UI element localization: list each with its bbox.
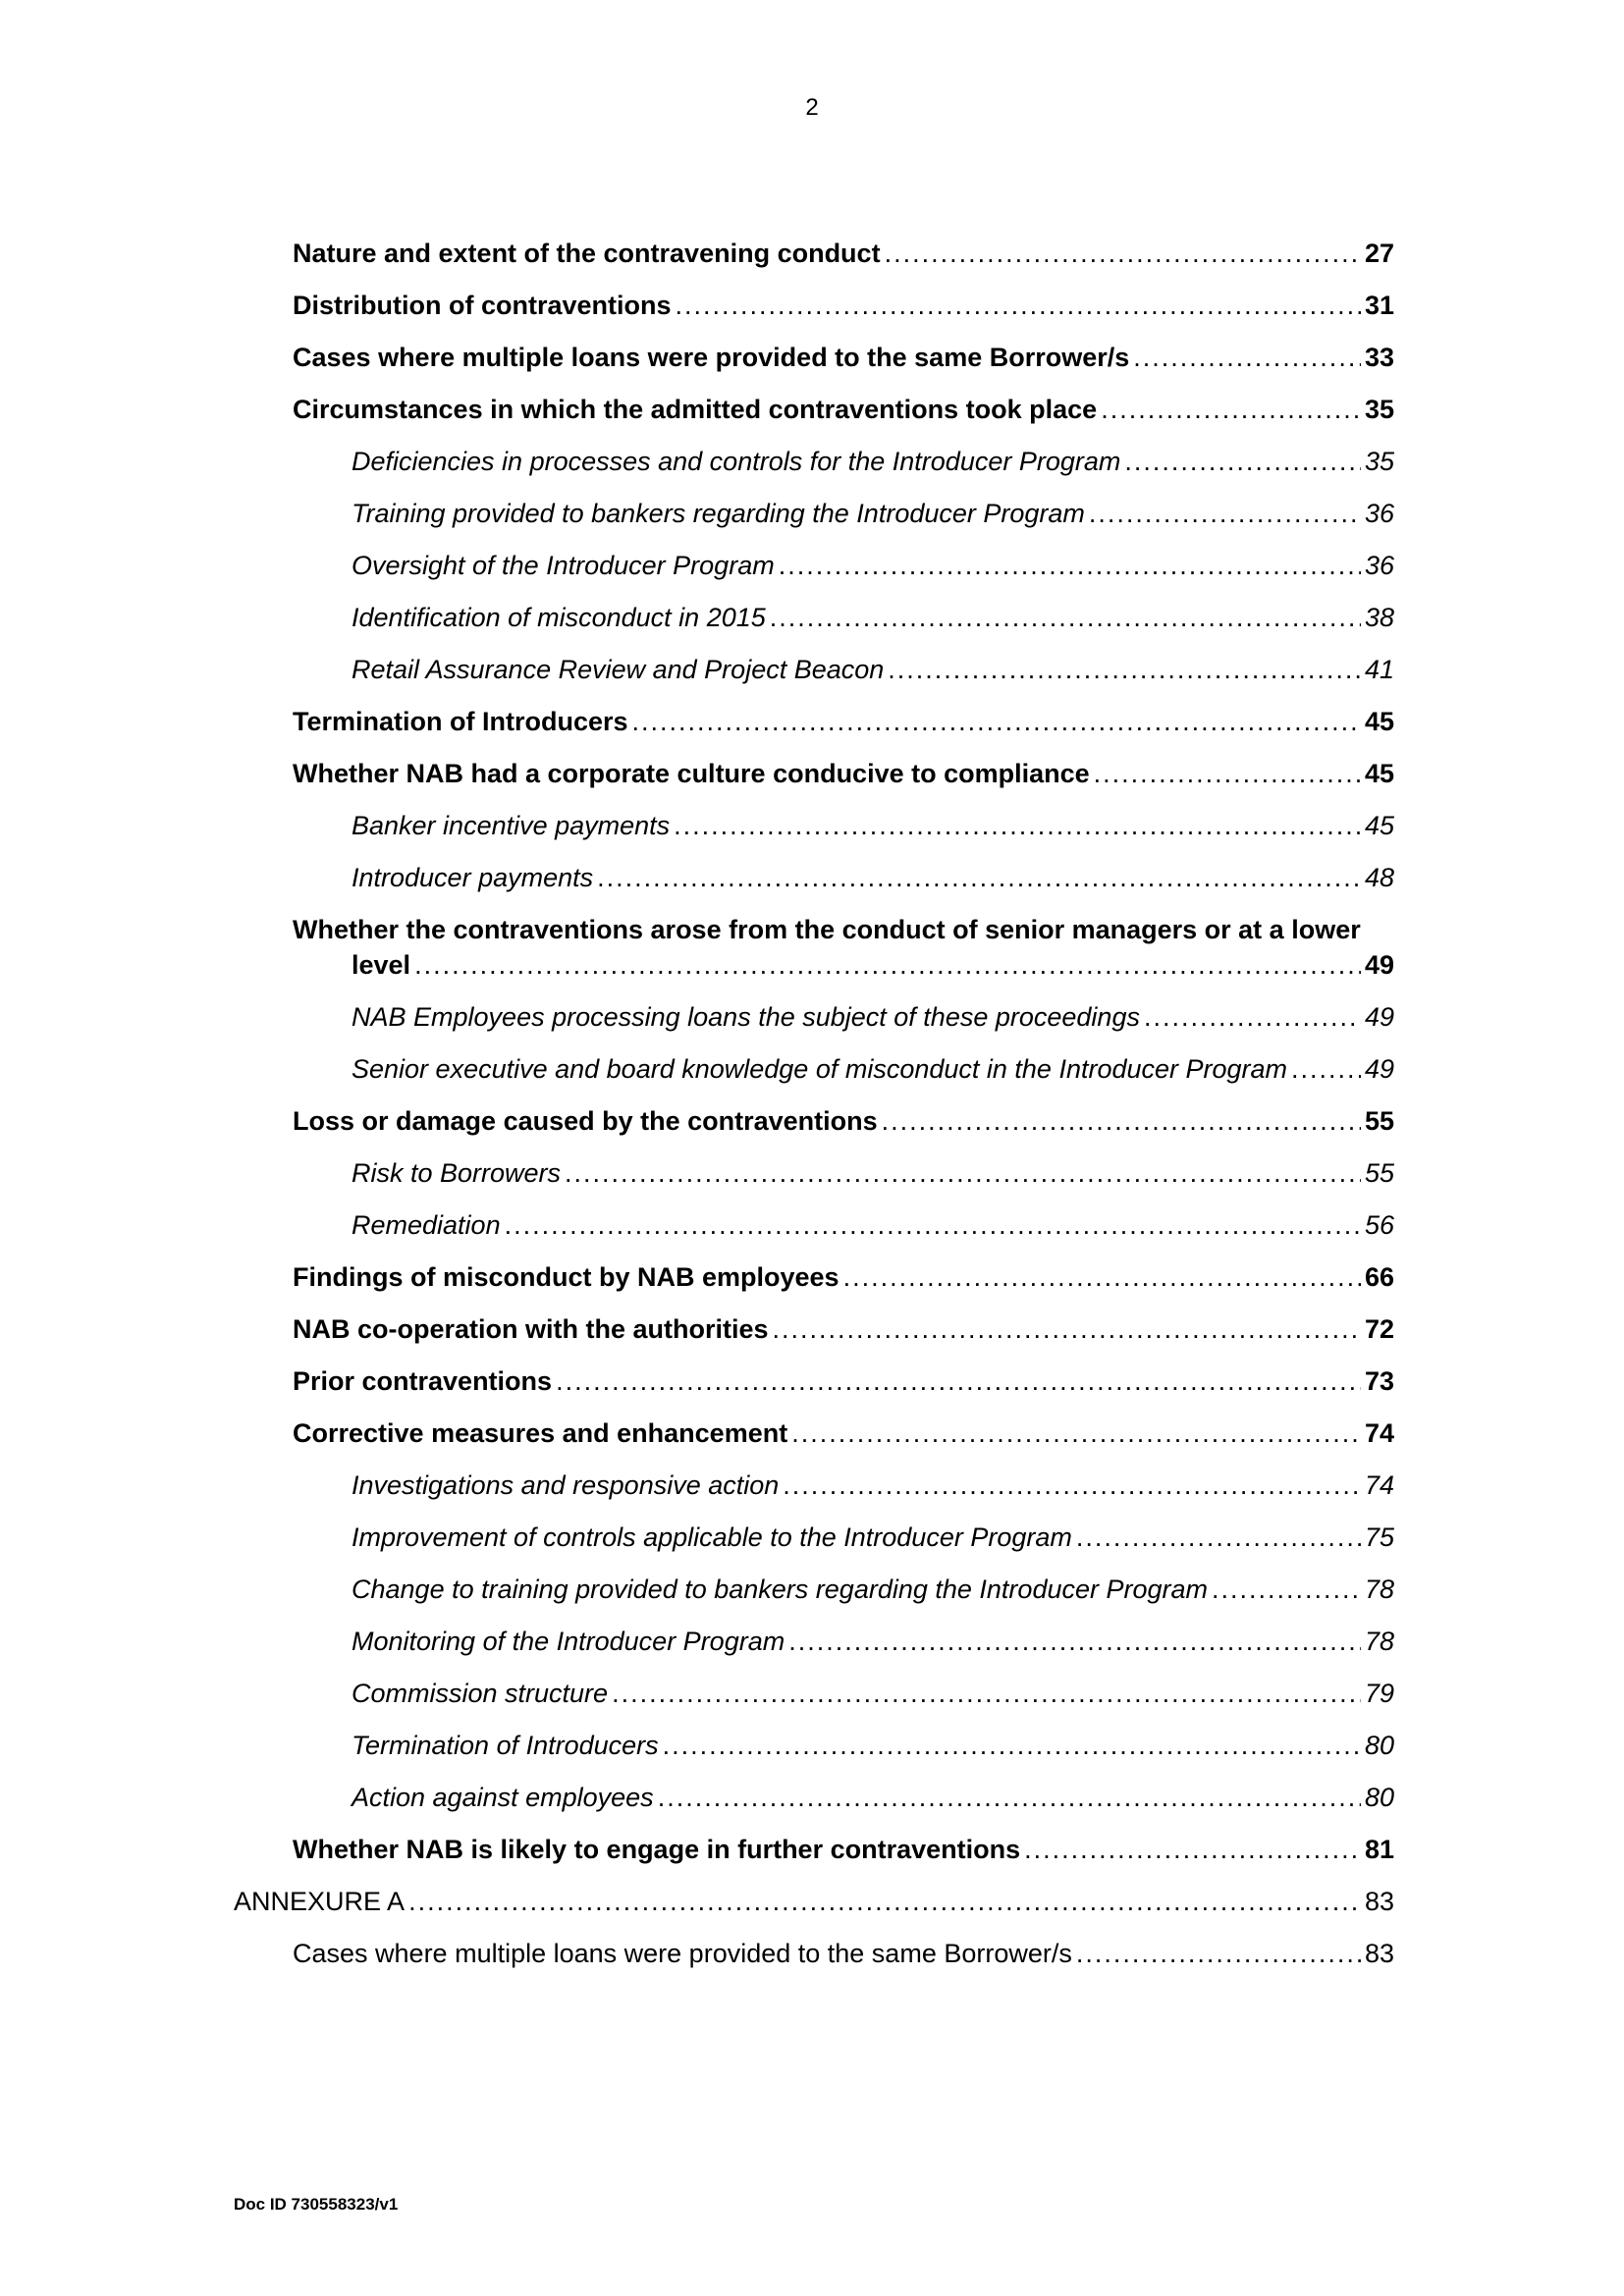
toc-page-number: 55 [1365, 1158, 1395, 1188]
table-of-contents [0, 236, 1624, 1988]
toc-entry[interactable] [0, 392, 1624, 427]
toc-dot-leader [773, 1311, 1361, 1347]
toc-dot-leader [632, 704, 1361, 739]
toc-page-number: 73 [1365, 1366, 1395, 1396]
toc-page-number: 83 [1365, 1887, 1395, 1916]
toc-entry-title: Training provided to bankers regarding the Introducer Program [352, 499, 1085, 528]
toc-page-number: 80 [1365, 1731, 1395, 1760]
toc-entry-title: Findings of misconduct by NAB employees [293, 1262, 839, 1292]
toc-entry[interactable] [0, 1832, 1624, 1867]
toc-subentry[interactable] [0, 1155, 1624, 1191]
toc-entry-title: Cases where multiple loans were provided to the same Borrower/s [293, 1939, 1072, 1968]
toc-entry-title: Commission structure [352, 1679, 609, 1708]
toc-entry-title: Nature and extent of the contravening conduct [293, 239, 881, 268]
toc-subentry[interactable] [0, 652, 1624, 687]
toc-dot-leader [556, 1363, 1361, 1399]
toc-page-number: 45 [1365, 707, 1395, 736]
toc-dot-leader [414, 947, 1361, 983]
toc-entry-title: Corrective measures and enhancement [293, 1418, 788, 1448]
toc-dot-leader [612, 1676, 1361, 1711]
toc-entry-wrapped[interactable] [0, 912, 1624, 983]
toc-page-number: 66 [1365, 1262, 1395, 1292]
toc-dot-leader [791, 1415, 1361, 1451]
toc-page-number: 83 [1365, 1939, 1395, 1968]
toc-entry[interactable] [0, 1936, 1624, 1971]
toc-page-number: 80 [1365, 1783, 1395, 1812]
toc-page-number: 33 [1365, 343, 1395, 372]
toc-subentry[interactable] [0, 1051, 1624, 1087]
toc-page-number: 38 [1365, 603, 1395, 632]
toc-entry-title: Oversight of the Introducer Program [352, 551, 775, 580]
toc-subentry[interactable] [0, 1624, 1624, 1659]
toc-dot-leader [1089, 496, 1361, 531]
toc-entry[interactable] [0, 704, 1624, 739]
toc-dot-leader [505, 1207, 1361, 1243]
toc-page-number: 74 [1365, 1418, 1395, 1448]
toc-entry-title: Change to training provided to bankers regarding the Introducer Program [352, 1575, 1209, 1604]
toc-dot-leader [408, 1884, 1361, 1919]
toc-entry[interactable] [0, 236, 1624, 271]
toc-subentry[interactable] [0, 548, 1624, 583]
toc-dot-leader [674, 808, 1361, 843]
toc-entry-title: Circumstances in which the admitted contraventions took place [293, 395, 1098, 424]
toc-subentry[interactable] [0, 999, 1624, 1035]
toc-entry-title: ANNEXURE A [234, 1887, 406, 1916]
toc-dot-leader [1133, 340, 1361, 375]
toc-entry-title: Prior contraventions [293, 1366, 553, 1396]
toc-entry[interactable] [0, 1259, 1624, 1295]
toc-entry-title: Risk to Borrowers [352, 1158, 562, 1188]
toc-subentry[interactable] [0, 1780, 1624, 1815]
toc-entry-title: Distribution of contraventions [293, 291, 672, 320]
toc-page-number: 36 [1365, 499, 1395, 528]
toc-page-number: 27 [1365, 239, 1395, 268]
page-number: 2 [805, 94, 819, 121]
toc-dot-leader [843, 1259, 1361, 1295]
toc-entry[interactable] [0, 1311, 1624, 1347]
toc-subentry[interactable] [0, 1676, 1624, 1711]
toc-dot-leader [663, 1728, 1361, 1763]
toc-page-number: 41 [1365, 655, 1395, 684]
toc-entry-title: Retail Assurance Review and Project Beacon [352, 655, 885, 684]
toc-subentry[interactable] [0, 1728, 1624, 1763]
toc-dot-leader [779, 548, 1361, 583]
toc-page-number: 49 [1365, 950, 1395, 980]
toc-page-number: 55 [1365, 1106, 1395, 1136]
toc-page-number: 48 [1365, 863, 1395, 892]
toc-subentry[interactable] [0, 1572, 1624, 1607]
toc-entry-title: Introducer payments [352, 863, 594, 892]
toc-entry-title-line1: Whether the contraventions arose from the conduct of senior managers or at a lower [293, 915, 1361, 944]
toc-entry-title: Whether NAB had a corporate culture conducive to compliance [293, 759, 1090, 788]
toc-dot-leader [1101, 392, 1361, 427]
toc-entry-title: Cases where multiple loans were provided to the same Borrower/s [293, 343, 1130, 372]
toc-entry-title: Deficiencies in processes and controls for the Introducer Program [352, 447, 1121, 476]
toc-entry-title: Remediation [352, 1210, 501, 1240]
toc-entry[interactable] [0, 756, 1624, 791]
toc-entry[interactable] [0, 1103, 1624, 1139]
toc-dot-leader [788, 1624, 1361, 1659]
toc-page-number: 49 [1365, 1002, 1395, 1032]
toc-subentry[interactable] [0, 1468, 1624, 1503]
toc-entry-title-line2: level [352, 950, 411, 980]
toc-dot-leader [1076, 1936, 1361, 1971]
toc-entry-title: Investigations and responsive action [352, 1470, 780, 1500]
toc-entry-title: Identification of misconduct in 2015 [352, 603, 766, 632]
toc-page-number: 45 [1365, 759, 1395, 788]
toc-page-number: 75 [1365, 1522, 1395, 1552]
toc-entry-title: NAB co-operation with the authorities [293, 1314, 769, 1344]
toc-dot-leader [565, 1155, 1361, 1191]
toc-page-number: 78 [1365, 1575, 1395, 1604]
toc-entry[interactable] [0, 340, 1624, 375]
toc-dot-leader [1144, 999, 1361, 1035]
toc-dot-leader [885, 236, 1361, 271]
toc-page-number: 35 [1365, 395, 1395, 424]
toc-entry-title: NAB Employees processing loans the subject of these proceedings [352, 1002, 1140, 1032]
toc-entry[interactable] [0, 1415, 1624, 1451]
toc-dot-leader [888, 652, 1361, 687]
toc-annexure[interactable] [0, 1884, 1624, 1919]
toc-page-number: 78 [1365, 1627, 1395, 1656]
toc-entry-title: Termination of Introducers [352, 1731, 659, 1760]
toc-page-number: 56 [1365, 1210, 1395, 1240]
toc-page-number: 49 [1365, 1054, 1395, 1084]
toc-entry-title: Whether NAB is likely to engage in further contraventions [293, 1835, 1021, 1864]
toc-entry-title: Banker incentive payments [352, 811, 671, 840]
toc-dot-leader [882, 1103, 1361, 1139]
toc-page-number: 81 [1365, 1835, 1395, 1864]
toc-dot-leader [1076, 1520, 1361, 1555]
toc-entry-title: Loss or damage caused by the contraventions [293, 1106, 878, 1136]
toc-dot-leader [1291, 1051, 1361, 1087]
toc-page-number: 31 [1365, 291, 1395, 320]
toc-subentry[interactable] [0, 600, 1624, 635]
toc-subentry[interactable] [0, 1207, 1624, 1243]
toc-subentry[interactable] [0, 496, 1624, 531]
toc-subentry[interactable] [0, 808, 1624, 843]
toc-subentry[interactable] [0, 444, 1624, 479]
toc-dot-leader [676, 288, 1361, 323]
toc-page-number: 35 [1365, 447, 1395, 476]
toc-entry[interactable] [0, 288, 1624, 323]
toc-page-number: 36 [1365, 551, 1395, 580]
toc-subentry[interactable] [0, 1520, 1624, 1555]
toc-dot-leader [1024, 1832, 1361, 1867]
toc-page-number: 45 [1365, 811, 1395, 840]
toc-dot-leader [1212, 1572, 1361, 1607]
toc-entry-title: Senior executive and board knowledge of misconduct in the Introducer Program [352, 1054, 1288, 1084]
toc-entry-title: Improvement of controls applicable to the Introducer Program [352, 1522, 1072, 1552]
toc-dot-leader [1124, 444, 1361, 479]
toc-dot-leader [597, 860, 1361, 895]
toc-page-number: 72 [1365, 1314, 1395, 1344]
toc-entry-title: Action against employees [352, 1783, 654, 1812]
toc-page-number: 79 [1365, 1679, 1395, 1708]
toc-subentry[interactable] [0, 860, 1624, 895]
toc-entry-title: Termination of Introducers [293, 707, 628, 736]
toc-page-number: 74 [1365, 1470, 1395, 1500]
toc-entry[interactable] [0, 1363, 1624, 1399]
toc-dot-leader [658, 1780, 1361, 1815]
toc-dot-leader [1094, 756, 1361, 791]
toc-dot-leader [770, 600, 1361, 635]
document-id: Doc ID 730558323/v1 [234, 2195, 399, 2214]
toc-entry-title: Monitoring of the Introducer Program [352, 1627, 785, 1656]
toc-dot-leader [783, 1468, 1361, 1503]
